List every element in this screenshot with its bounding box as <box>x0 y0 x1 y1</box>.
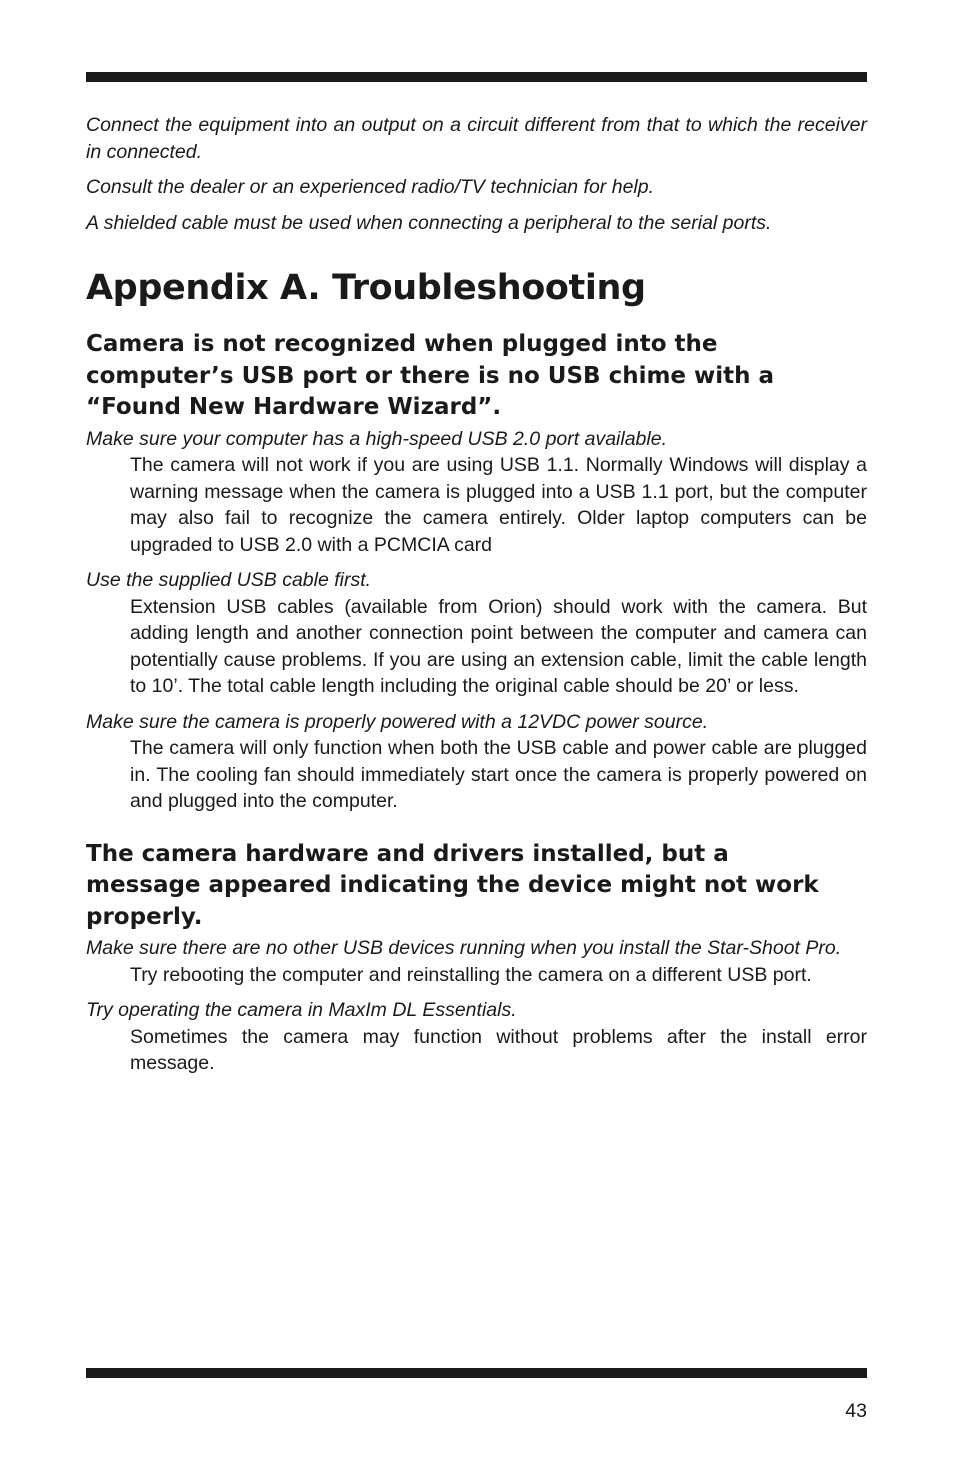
section-heading: The camera hardware and drivers installed, but a message appeared indicating the device might not work properly. <box>86 840 819 930</box>
item-answer: The camera will only function when both the USB cable and power cable are plugged in. The cooling fan should immediately start once the camera is properly powered on and plugged into the computer. <box>130 737 867 812</box>
appendix-title: Appendix A. Troubleshooting <box>86 268 646 308</box>
page-number: 43 <box>845 1400 867 1422</box>
troubleshooting-item <box>86 709 867 815</box>
page-content <box>86 112 867 1077</box>
troubleshooting-item <box>86 997 867 1077</box>
troubleshooting-item <box>86 567 867 700</box>
regulatory-note: Consult the dealer or an experienced radio/TV technician for help. <box>86 176 655 198</box>
item-answer: Extension USB cables (available from Orion) should work with the camera. But adding length and another connection point between the computer and camera can potentially cause problems. If you are using an extension cable, limit the cable length to 10’. The total cable length including the original cable should be 20’ or less. <box>130 595 867 697</box>
footer-rule <box>86 1368 867 1378</box>
item-question: Make sure there are no other USB devices running when you install the Star-Shoot Pro. <box>86 937 842 959</box>
item-answer: Try rebooting the computer and reinstalling the camera on a different USB port. <box>130 963 812 986</box>
troubleshooting-section <box>86 839 867 1077</box>
item-question: Use the supplied USB cable first. <box>86 569 372 591</box>
item-question: Make sure your computer has a high-speed USB 2.0 port available. <box>86 427 667 450</box>
regulatory-note: Connect the equipment into an output on a circuit different from that to which the receiver in connected. <box>86 114 867 163</box>
troubleshooting-item <box>86 935 867 988</box>
section-heading: Camera is not recognized when plugged into the computer’s USB port or there is no USB chime with a “Found New Hardware Wizard”. <box>86 331 775 420</box>
header-rule <box>86 72 867 82</box>
troubleshooting-item <box>86 426 867 559</box>
item-question: Try operating the camera in MaxIm DL Essentials. <box>86 999 517 1021</box>
item-answer: Sometimes the camera may function without problems after the install error message. <box>130 1025 867 1074</box>
item-answer: The camera will not work if you are using USB 1.1. Normally Windows will display a warning message when the camera is plugged into a USB 1.1 port, but the computer may also fail to recognize the camera entirely. Older laptop computers can be upgraded to USB 2.0 with a PCMCIA card <box>130 454 867 556</box>
regulatory-note: A shielded cable must be used when connecting a peripheral to the serial ports. <box>86 211 772 234</box>
troubleshooting-section <box>86 329 867 815</box>
item-question: Make sure the camera is properly powered with a 12VDC power source. <box>86 710 709 733</box>
